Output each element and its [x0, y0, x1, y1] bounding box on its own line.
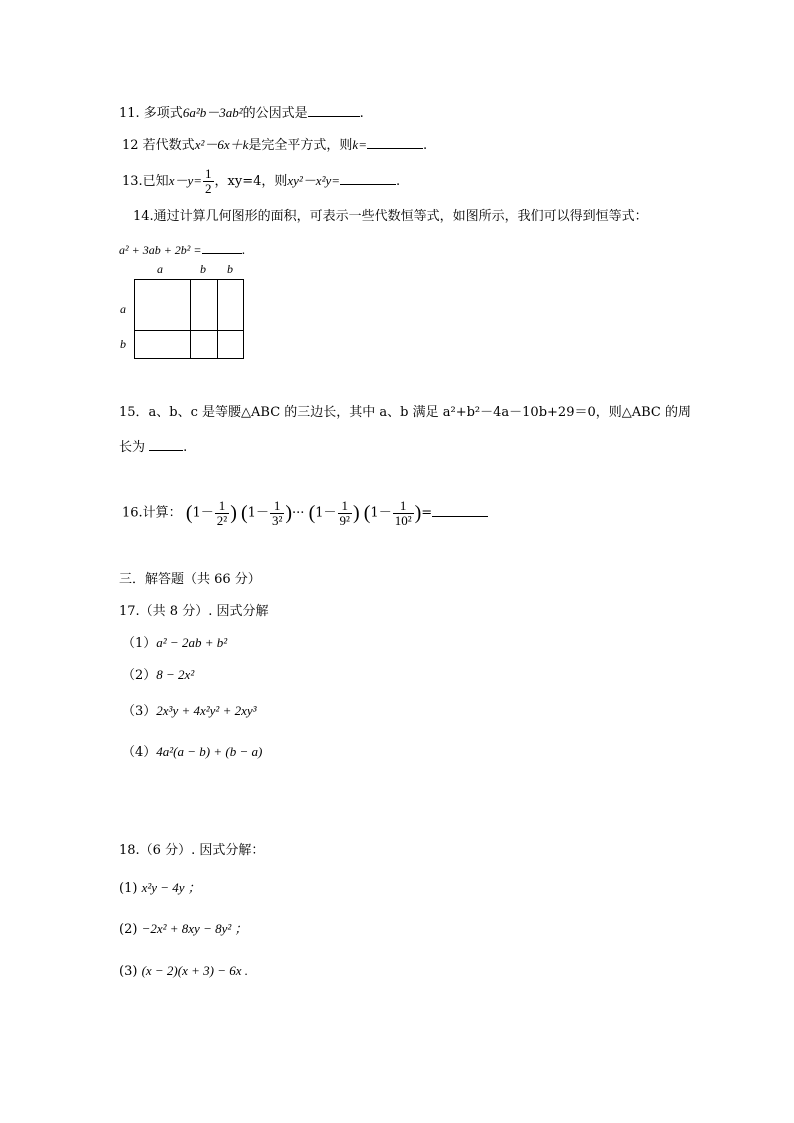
figure-top-label-a: a: [157, 262, 163, 276]
q16-frac-1: [215, 499, 229, 528]
q16-frac-3: [338, 499, 352, 528]
figure-divider-h: [135, 330, 243, 331]
q16-equals: =: [421, 505, 433, 521]
q13-frac-den: 2: [205, 181, 212, 196]
q16-frac-3-den: 9²: [339, 512, 350, 528]
q17-item-2: [122, 666, 194, 685]
q16-frac-2-den: 3²: [271, 512, 283, 528]
question-13: [122, 165, 400, 198]
q13-answer-blank[interactable]: [340, 171, 396, 185]
q16-answer-blank[interactable]: [432, 503, 488, 517]
q18-item-3-label: (3): [119, 964, 138, 979]
q16-frac-2-num: 1: [270, 499, 284, 514]
paren-open-1: (: [185, 502, 193, 524]
q16-prefix: 16.计算：: [122, 505, 182, 521]
q11-suffix: 的公因式是: [242, 106, 308, 121]
q16-frac-4-num: 1: [393, 499, 414, 514]
figure-divider-1: [190, 280, 191, 358]
q17-item-2-label: （2）: [122, 668, 157, 683]
q13-prefix: 13.已知: [122, 174, 169, 189]
question-12: [122, 135, 427, 155]
q14-answer-blank[interactable]: [202, 240, 242, 254]
q11-prefix: 11. 多项式: [119, 106, 183, 121]
q16-frac-4: [393, 499, 414, 528]
question-18-title: 18.（6 分）. 因式分解：: [119, 843, 265, 858]
q18-item-3-expr: (x − 2)(x + 3) − 6x .: [141, 963, 249, 978]
q18-item-2-expr: −2x² + 8xy − 8y² ；: [141, 921, 248, 936]
question-15-line2: [119, 437, 187, 457]
q12-suffix: 是完全平方式，则: [248, 138, 353, 153]
figure-top-label-b2: b: [227, 262, 233, 276]
q16-ellipsis: ···: [292, 505, 305, 521]
q16-frac-2: [270, 499, 284, 528]
paren-open-4: (: [363, 502, 371, 524]
q16-one-4: 1－: [370, 505, 392, 521]
q17-item-2-expr: 8 − 2x²: [156, 667, 195, 682]
q15-answer-blank[interactable]: [149, 437, 183, 451]
q16-frac-1-num: 1: [215, 499, 229, 514]
q16-frac-3-num: 1: [338, 499, 352, 514]
q12-end: .: [422, 138, 428, 153]
q12-var: k=: [352, 137, 367, 152]
paren-close-4: ): [414, 502, 422, 524]
figure-divider-2: [217, 280, 218, 358]
q16-frac-4-den: 10²: [394, 512, 412, 528]
q17-item-4-label: （4）: [122, 745, 157, 760]
q12-prefix: 12 若代数式: [122, 138, 195, 153]
q18-item-2: [119, 920, 248, 939]
figure-top-label-b1: b: [200, 262, 206, 276]
q11-expr: 6a²b－3ab²: [182, 105, 243, 120]
q13-expr2: xy²－x²y=: [287, 173, 341, 188]
q12-answer-blank[interactable]: [367, 135, 423, 149]
q16-frac-1-den: 2²: [216, 512, 228, 528]
question-15-line1: 15．a、b、c 是等腰△ABC 的三边长，其中 a、b 满足 a²+b²－4a－10b+29＝0，则△ABC 的周: [119, 405, 691, 420]
q17-item-4: [122, 743, 262, 762]
q17-item-1: [122, 634, 227, 653]
question-17-title: 17.（共 8 分）. 因式分解: [119, 604, 269, 619]
paren-open-2: (: [241, 502, 248, 524]
q11-end: .: [359, 106, 364, 121]
question-11: [119, 103, 364, 123]
q18-item-1: [119, 879, 201, 898]
q17-item-3-label: （3）: [122, 704, 157, 719]
question-14-text: 14.通过计算几何图形的面积，可表示一些代数恒等式，如图所示，我们可以得到恒等式：: [133, 209, 648, 224]
q18-item-3: [119, 962, 248, 981]
q13-frac-num: 1: [205, 166, 212, 181]
q17-item-3: [122, 702, 257, 721]
question-16: [122, 495, 488, 532]
q17-item-1-label: （1）: [122, 636, 157, 651]
paren-close-3: ): [352, 502, 360, 524]
q16-one-2: 1－: [247, 505, 269, 521]
q13-end: .: [396, 174, 401, 189]
q11-answer-blank[interactable]: [308, 103, 360, 117]
figure-side-label-b: b: [120, 337, 126, 351]
paren-close-2: ): [285, 502, 293, 524]
section-3-heading: 三．解答题（共 66 分）: [119, 572, 261, 587]
q16-one-1: 1－: [192, 505, 214, 521]
q17-item-4-expr: 4a²(a − b) + (b − a): [156, 744, 263, 759]
question-14-expr-line: [119, 240, 245, 259]
q15-line2-prefix: 长为: [119, 440, 146, 455]
paren-open-3: (: [308, 502, 316, 524]
q13-mid: ，xy=4，则: [214, 174, 288, 189]
q13-fraction: [203, 167, 214, 196]
q18-item-2-label: (2): [119, 922, 138, 937]
q17-item-1-expr: a² − 2ab + b²: [156, 635, 228, 650]
q15-end: .: [183, 440, 188, 455]
q16-one-3: 1－: [315, 505, 337, 521]
q18-item-1-expr: x²y − 4y ；: [141, 880, 201, 895]
q14-end: .: [241, 243, 246, 257]
area-figure: [134, 279, 244, 359]
q18-item-1-label: (1): [119, 881, 138, 896]
figure-side-label-a: a: [120, 302, 126, 316]
q17-item-3-expr: 2x³y + 4x²y² + 2xy³: [156, 703, 257, 718]
q12-expr: x²－6x＋k: [194, 137, 249, 152]
q13-expr1: x－y=: [168, 173, 203, 188]
q14-expr: a² + 3ab + 2b² =: [119, 243, 202, 257]
paren-close-1: ): [230, 502, 237, 524]
